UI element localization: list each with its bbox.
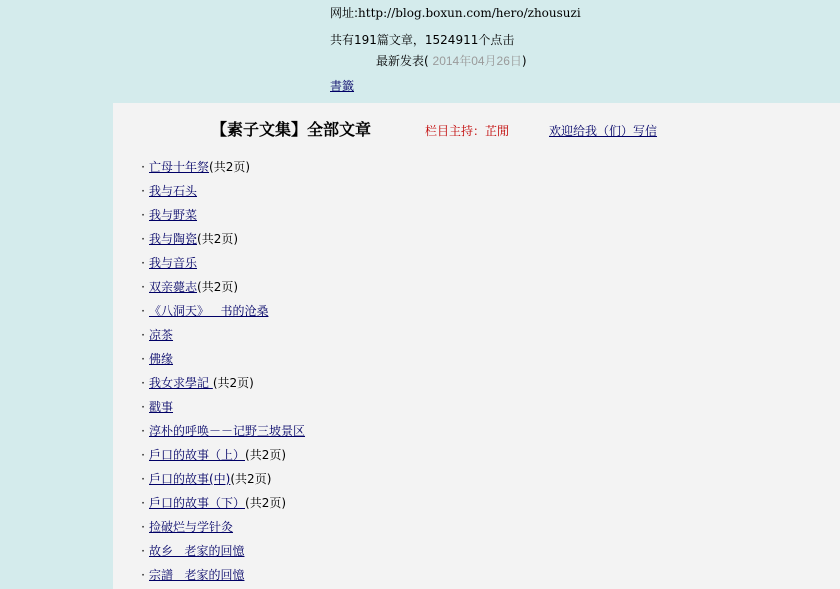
article-link[interactable]: 捡破烂与学针灸: [149, 520, 234, 534]
bullet-icon: ·: [141, 424, 145, 438]
page-title: 【素子文集】全部文章: [211, 120, 372, 139]
blog-url: http://blog.boxun.com/hero/zhousuzi: [358, 6, 581, 20]
article-link[interactable]: 淳朴的呼唤－－记野三坡景区: [149, 424, 306, 438]
page-count: (共2页): [230, 472, 272, 486]
bullet-icon: ·: [141, 472, 145, 486]
article-link[interactable]: 亡母十年祭: [149, 160, 210, 174]
latest-label: 最新发表(: [376, 54, 429, 68]
bullet-icon: ·: [141, 280, 145, 294]
list-item: [137, 203, 305, 227]
article-link[interactable]: 我与陶瓷: [149, 232, 198, 246]
list-item: [137, 515, 305, 539]
latest-post-line: [376, 52, 527, 69]
list-item: [137, 563, 305, 587]
list-item: [137, 467, 305, 491]
bullet-icon: ·: [141, 544, 145, 558]
list-item: [137, 323, 305, 347]
list-item: [137, 347, 305, 371]
list-item: [137, 251, 305, 275]
page-count: (共2页): [245, 496, 287, 510]
article-link[interactable]: 故乡 老家的回憶: [149, 544, 245, 558]
bullet-icon: ·: [141, 568, 145, 582]
list-item: [137, 539, 305, 563]
list-item: [137, 275, 305, 299]
panel-title-row: [211, 117, 658, 140]
blog-url-line: [330, 4, 581, 21]
list-item: [137, 395, 305, 419]
list-item: [137, 371, 305, 395]
list-item: [137, 155, 305, 179]
bullet-icon: ·: [141, 520, 145, 534]
latest-close: ): [521, 54, 527, 68]
article-link[interactable]: 我与石头: [149, 184, 198, 198]
page-count: (共2页): [197, 232, 239, 246]
page-count: (共2页): [212, 376, 254, 390]
article-link[interactable]: 我与音乐: [149, 256, 198, 270]
bullet-icon: ·: [141, 184, 145, 198]
bullet-icon: ·: [141, 496, 145, 510]
latest-date: 2014年04月26日: [432, 54, 522, 68]
list-item: [137, 299, 305, 323]
article-link[interactable]: 佛缘: [149, 352, 174, 366]
article-link[interactable]: 双亲薨志: [149, 280, 198, 294]
article-link[interactable]: 我与野菜: [149, 208, 198, 222]
bullet-icon: ·: [141, 400, 145, 414]
list-item: [137, 443, 305, 467]
bullet-icon: ·: [141, 328, 145, 342]
url-label: 网址:: [330, 6, 359, 20]
article-link[interactable]: 戶口的故事(中): [149, 472, 231, 486]
article-list: [137, 155, 305, 587]
bullet-icon: ·: [141, 160, 145, 174]
bullet-icon: ·: [141, 376, 145, 390]
bullet-icon: ·: [141, 232, 145, 246]
bullet-icon: ·: [141, 208, 145, 222]
moderator-label: 栏目主持：芷閒: [425, 124, 510, 138]
list-item: [137, 179, 305, 203]
page-count: (共2页): [197, 280, 239, 294]
bullet-icon: ·: [141, 448, 145, 462]
article-link[interactable]: 凉茶: [149, 328, 174, 342]
list-item: [137, 419, 305, 443]
bullet-icon: ·: [141, 352, 145, 366]
article-link[interactable]: 戶口的故事（下）: [149, 496, 246, 510]
list-item: [137, 227, 305, 251]
page-count: (共2页): [209, 160, 251, 174]
bullet-icon: ·: [141, 304, 145, 318]
page-count: (共2页): [245, 448, 287, 462]
article-link[interactable]: 宗譜 老家的回憶: [149, 568, 245, 582]
article-link[interactable]: 戳事: [149, 400, 174, 414]
article-link[interactable]: 《八洞天》 书的沧桑: [149, 304, 269, 318]
list-item: [137, 491, 305, 515]
article-panel: [113, 103, 840, 589]
bullet-icon: ·: [141, 256, 145, 270]
bookmark-link[interactable]: 書籤: [330, 79, 355, 93]
article-link[interactable]: 戶口的故事（上）: [149, 448, 246, 462]
write-to-us-link[interactable]: 欢迎给我（们）写信: [549, 124, 658, 138]
article-link[interactable]: 我女求學記: [149, 376, 213, 390]
article-stats: 共有191篇文章，1524911个点击: [330, 33, 515, 47]
